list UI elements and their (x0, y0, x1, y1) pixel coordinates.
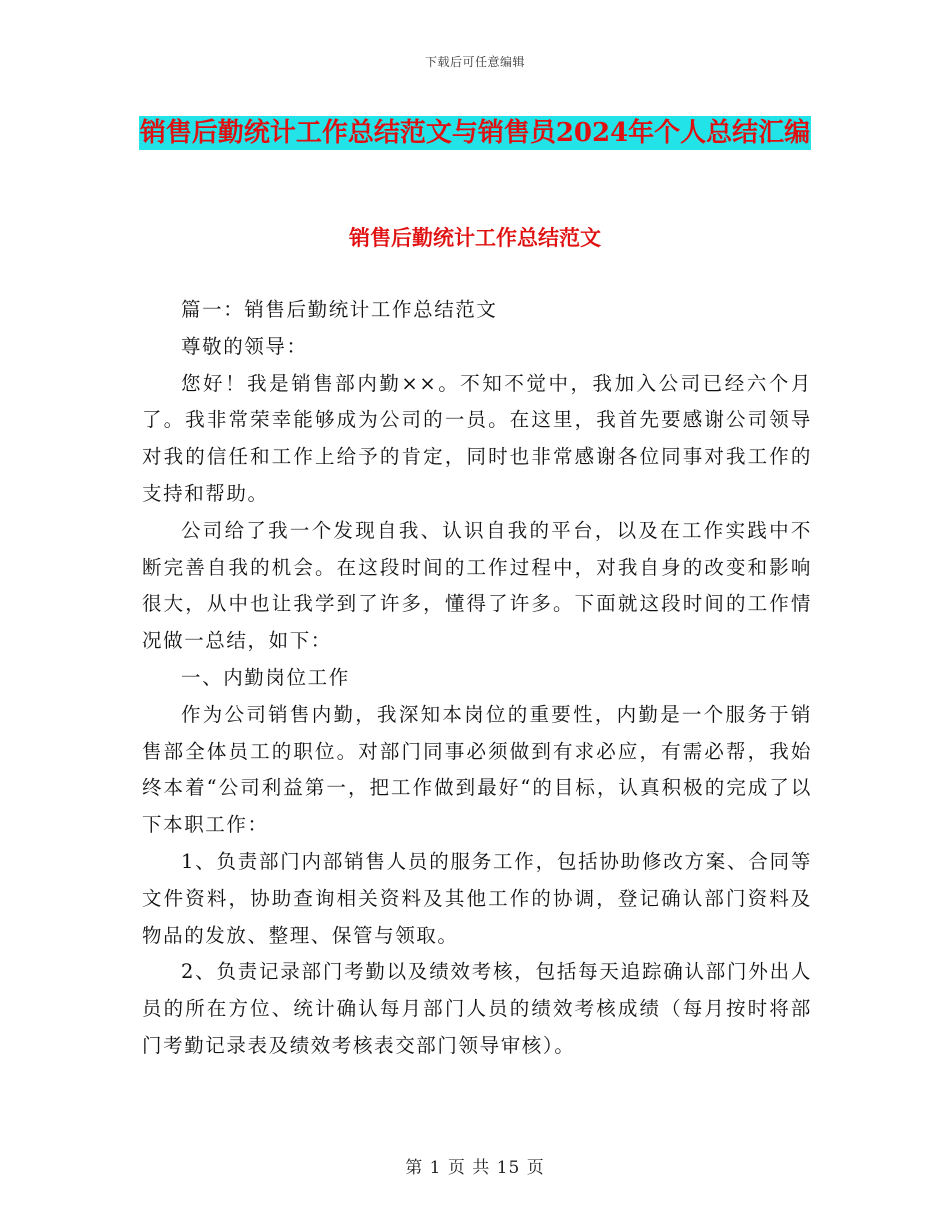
document-title-text: 销售后勤统计工作总结范文与销售员2024年个人总结汇编 (139, 118, 811, 148)
paragraph: 篇一：销售后勤统计工作总结范文 (181, 298, 498, 321)
paragraph: 1、负责部门内部销售人员的服务工作，包括协助修改方案、合同等文件资料，协助查询相关资料及其他工作的协调，登记确认部门资料及物品的发放、整理、保管与领取。 (142, 849, 812, 947)
page-number-footer: 第 1 页 共 15 页 (405, 1158, 545, 1178)
header-note: 下载后可任意编辑 (424, 55, 525, 69)
paragraph: 尊敬的领导： (181, 334, 308, 358)
paragraph: 2、负责记录部门考勤以及绩效考核，包括每天追踪确认部门外出人员的所在方位、统计确认每月部门人员的绩效考核成绩（每月按时将部门考勤记录表及绩效考核表交部门领导审核）。 (142, 960, 812, 1057)
section-title: 销售后勤统计工作总结范文 (349, 225, 601, 250)
document-body (142, 292, 812, 1065)
paragraph: 一、内勤岗位工作 (181, 665, 350, 689)
paragraph: 您好！我是销售部内勤××。不知不觉中，我加入公司已经六个月了。我非常荣幸能够成为公司的一员。在这里，我首先要感谢公司领导对我的信任和工作上给予的肯定，同时也非常感谢各位同事对我工作的支持和帮助。 (142, 371, 812, 505)
paragraph: 公司给了我一个发现自我、认识自我的平台，以及在工作实践中不断完善自我的机会。在这段时间的工作过程中，对我自身的改变和影响很大，从中也让我学到了许多，懂得了许多。下面就这段时间的工作情况做一总结，如下： (142, 518, 812, 653)
paragraph: 作为公司销售内勤，我深知本岗位的重要性，内勤是一个服务于销售部全体员工的职位。对部门同事必须做到有求必应，有需必帮，我始终本着“公司利益第一，把工作做到最好“的目标，认真积极的完成了以下本职工作： (142, 702, 812, 837)
document-title (120, 110, 830, 156)
